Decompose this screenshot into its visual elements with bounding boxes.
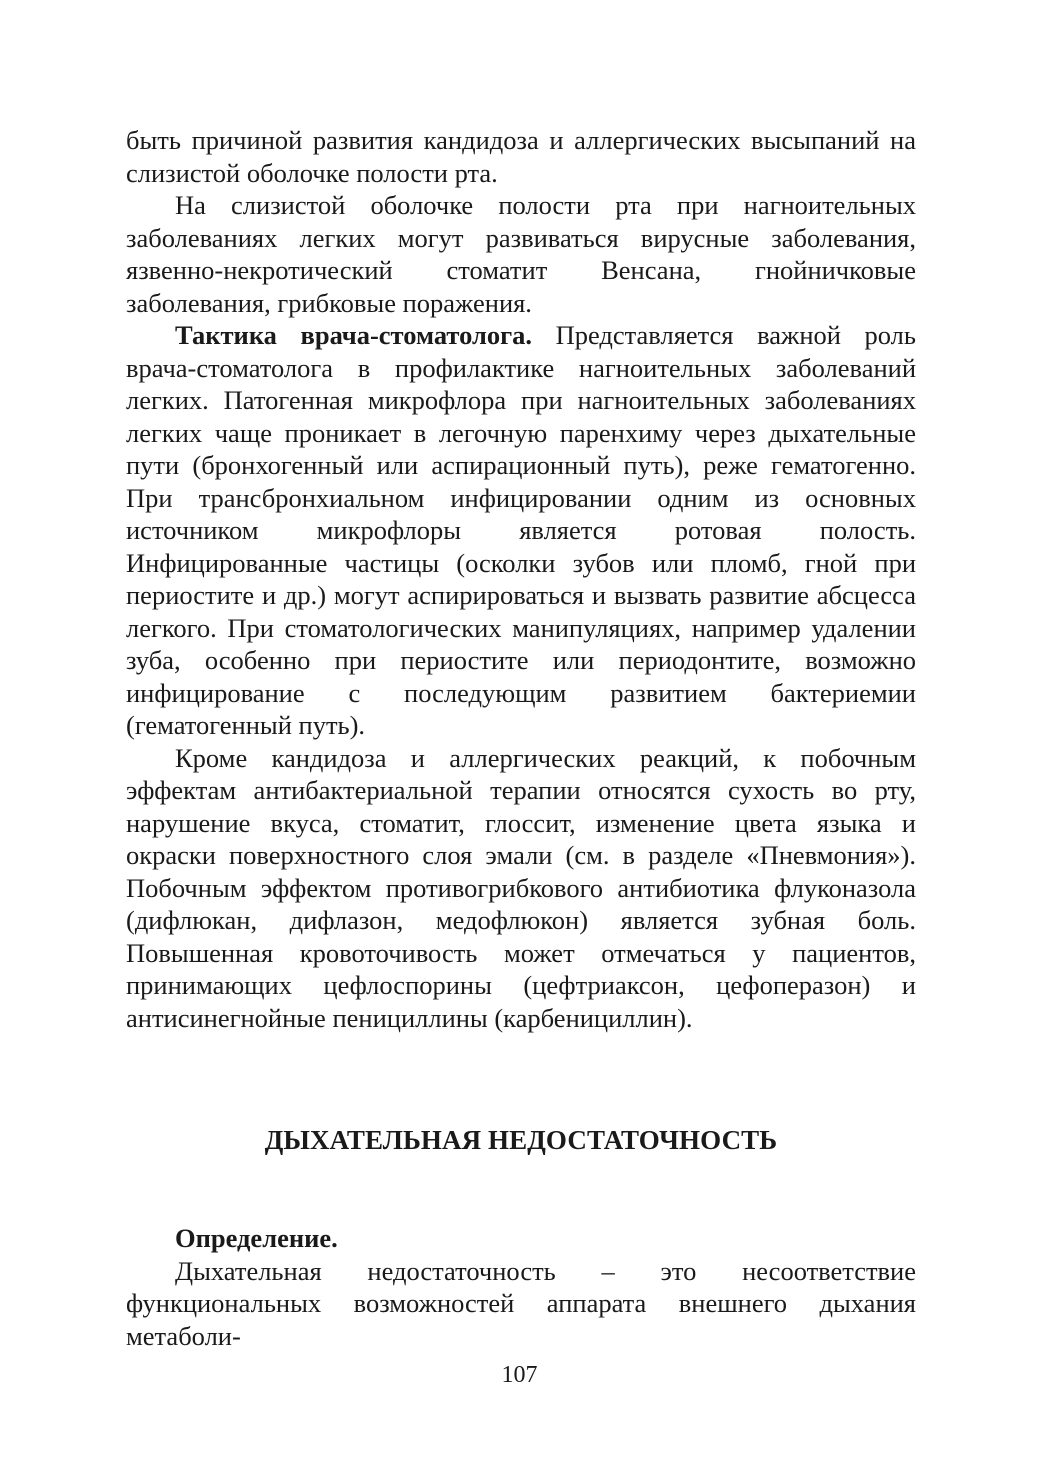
page-number: 107 bbox=[501, 1362, 538, 1388]
paragraph-side-effects: Кроме кандидоза и аллергических реакций, к побочным эффектам антибактериальной терапии относятся сухость во рту, нарушение вкуса, стоматит, глоссит, изменение цвета языка и окраски поверхностного слоя эмали (см. в разделе «Пневмония»). Побочным эффектом противогрибкового антибиотика флуконазола (дифлюкан, дифлазон, медофлюкон) является зубная боль. Повышенная кровоточивость может отмечаться у пациентов, принимающих цефлоспорины (цефтриаксон, цефоперазон) и антисинегнойные пенициллины (карбенициллин). bbox=[126, 742, 916, 1033]
definition-text: Дыхательная недостаточность – это несоответствие функциональных возможностей аппарата внешнего дыхания метаболи- bbox=[126, 1255, 916, 1351]
definition-subheading: Определение. bbox=[175, 1223, 338, 1253]
paragraph-continuation: быть причиной развития кандидоза и аллергических высыпаний на слизистой оболочке полости рта. bbox=[126, 125, 916, 188]
paragraph-heading: Тактика врача-стоматолога. bbox=[175, 320, 532, 350]
body-text bbox=[126, 124, 916, 1034]
section-title: ДЫХАТЕЛЬНАЯ НЕДОСТАТОЧНОСТЬ bbox=[264, 1125, 778, 1155]
paragraph-text: Представляется важной роль врача-стоматолога в профилактике нагноительных заболеваний легких. Патогенная микрофлора при нагноительных заболеваниях легких чаще проникает в легочную паренхиму через дыхательные пути (бронхогенный или аспирационный путь), реже гематогенно. При трансбронхиальном инфицировании одним из основных источником микрофлоры является ротовая полость. Инфицированные частицы (осколки зубов или пломб, гной при периостите и др.) могут аспирироваться и вызвать развитие абсцесса легкого. При стоматологических манипуляциях, например удалении зуба, особенно при периостите или периодонтите, возможно инфицирование с последующим развитием бактериемии (гематогенный путь). bbox=[126, 320, 916, 740]
paragraph-dentist-tactics bbox=[126, 319, 916, 742]
definition-block bbox=[126, 1222, 916, 1352]
paragraph-oral-manifestations: На слизистой оболочке полости рта при нагноительных заболеваниях легких могут развиваться вирусные заболевания, язвенно-некротический стоматит Венсана, гнойничковые заболевания, грибковые поражения. bbox=[126, 190, 916, 318]
